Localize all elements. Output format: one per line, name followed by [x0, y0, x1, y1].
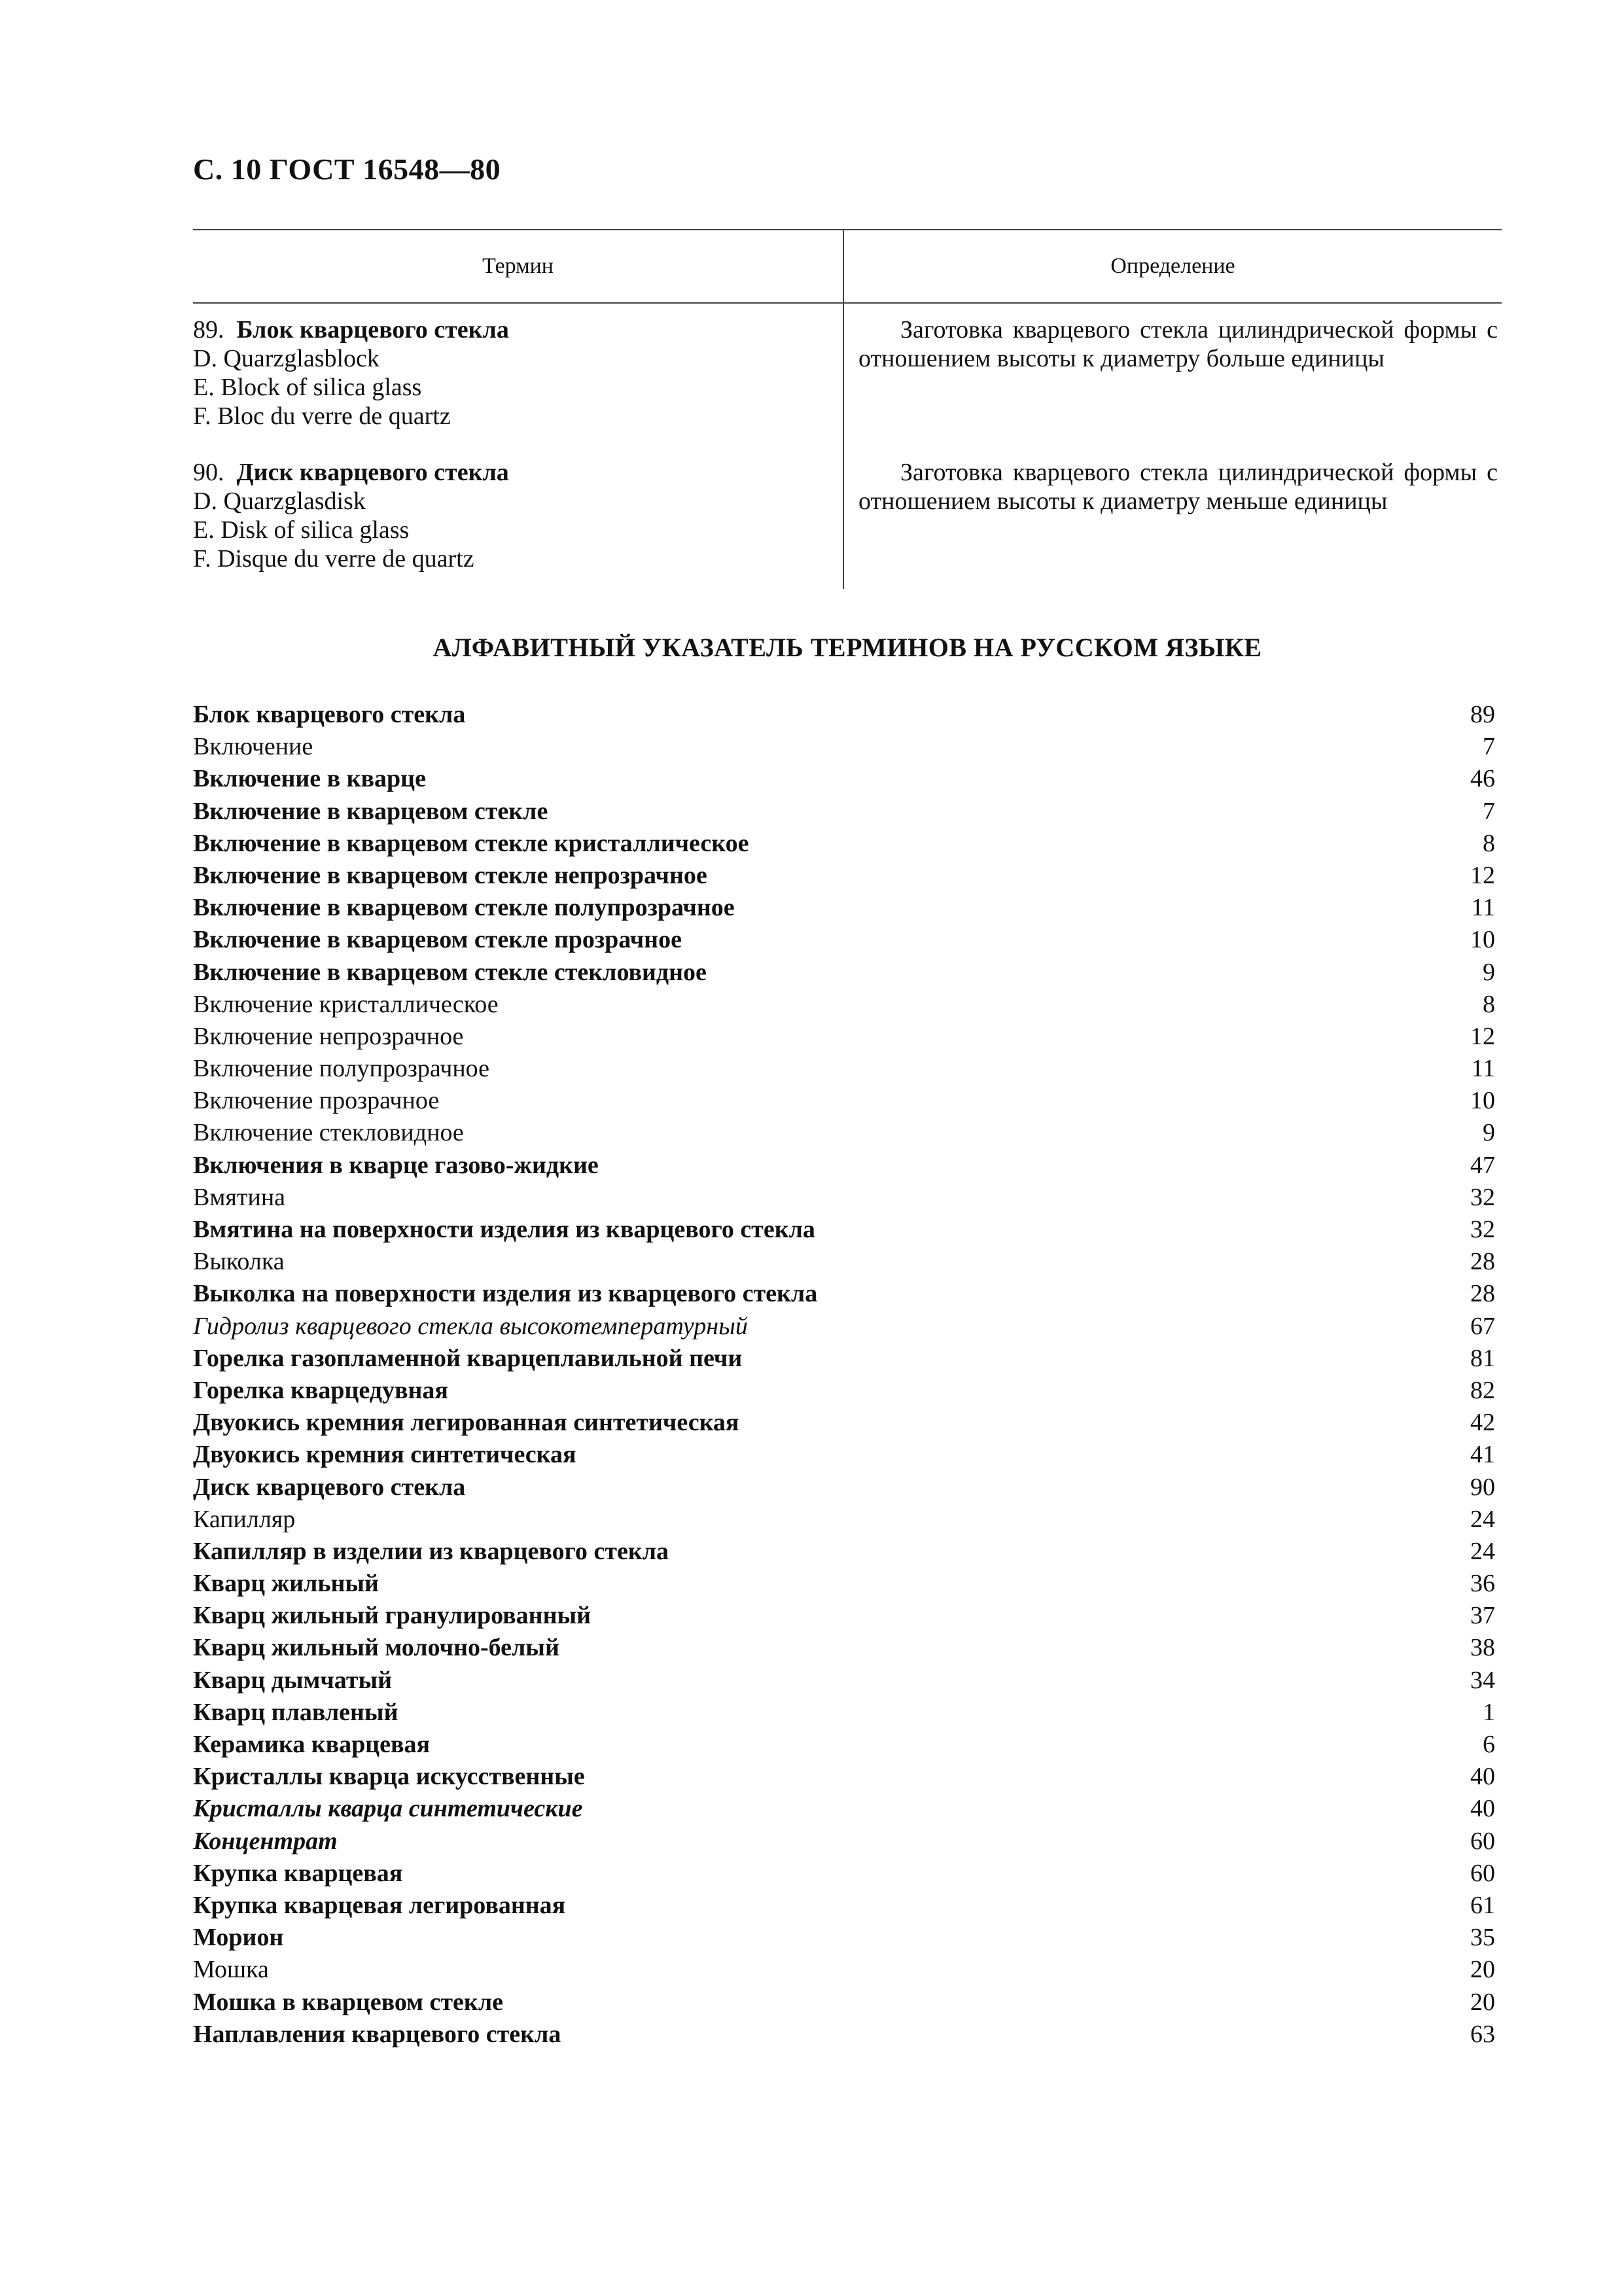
- index-term: Выколка на поверхности изделия из кварцевого стекла: [193, 1280, 818, 1308]
- index-entry: [193, 1600, 1495, 1632]
- index-term-number: 28: [1470, 1280, 1495, 1308]
- index-term-number: 9: [1483, 1119, 1495, 1147]
- index-term: Наплавления кварцевого стекла: [193, 2020, 561, 2048]
- index-term-number: 9: [1483, 958, 1495, 986]
- table-row: [193, 446, 1502, 589]
- term-cell: [193, 446, 844, 589]
- index-term: Включение в кварцевом стекле: [193, 797, 548, 825]
- index-term: Включение в кварцевом стекле кристаллическое: [193, 829, 749, 857]
- index-entry: [193, 1343, 1495, 1375]
- index-entry: [193, 1793, 1495, 1825]
- index-term: Выколка: [193, 1248, 285, 1276]
- index-term-number: 38: [1470, 1634, 1495, 1662]
- index-term-number: 60: [1470, 1859, 1495, 1887]
- index-term-number: 37: [1470, 1602, 1495, 1630]
- index-entry: [193, 957, 1495, 989]
- index-entry: [193, 1085, 1495, 1117]
- index-entry: [193, 1954, 1495, 1986]
- index-term: Капилляр: [193, 1505, 296, 1533]
- index-entry: [193, 1761, 1495, 1793]
- index-entry: [193, 989, 1495, 1021]
- index-term-number: 63: [1470, 2020, 1495, 2048]
- table-header: [193, 229, 1502, 304]
- index-term-number: 41: [1470, 1441, 1495, 1469]
- index-term: Включение в кварцевом стекле полупрозрачное: [193, 894, 735, 922]
- index-term: Кварц жильный молочно-белый: [193, 1634, 559, 1662]
- index-term: Включение в кварце: [193, 765, 426, 793]
- index-term-number: 40: [1470, 1763, 1495, 1791]
- index-entry: [193, 860, 1495, 892]
- index-term-number: 10: [1470, 926, 1495, 954]
- index-entry: [193, 1407, 1495, 1439]
- index-entry: [193, 1021, 1495, 1053]
- index-entry: [193, 1504, 1495, 1536]
- term-number: 89.: [193, 316, 224, 344]
- index-entry: [193, 1729, 1495, 1761]
- alphabetical-index: [193, 699, 1495, 2051]
- term-number: 90.: [193, 459, 224, 486]
- index-entry: [193, 1826, 1495, 1858]
- index-entry: [193, 1922, 1495, 1954]
- index-entry: [193, 1053, 1495, 1085]
- index-entry: [193, 892, 1495, 924]
- index-term-number: 60: [1470, 1827, 1495, 1855]
- index-entry: [193, 1568, 1495, 1600]
- index-entry: [193, 1311, 1495, 1343]
- index-entry: [193, 1439, 1495, 1471]
- index-entry: [193, 1278, 1495, 1310]
- index-term: Включение стекловидное: [193, 1119, 464, 1147]
- index-entry: [193, 1858, 1495, 1890]
- index-term: Морион: [193, 1924, 284, 1952]
- index-entry: [193, 1536, 1495, 1568]
- index-entry: [193, 1665, 1495, 1697]
- index-entry: [193, 699, 1495, 731]
- definition-text: Заготовка кварцевого стекла цилиндрической формы с отношением высоты к диаметру меньше единицы: [858, 459, 1498, 515]
- index-term-number: 32: [1470, 1216, 1495, 1243]
- index-entry: [193, 1246, 1495, 1278]
- index-entry: [193, 828, 1495, 860]
- index-term-number: 47: [1470, 1151, 1495, 1179]
- term-title: Диск кварцевого стекла: [236, 459, 509, 486]
- index-term-number: 12: [1470, 861, 1495, 889]
- index-entry: [193, 1472, 1495, 1504]
- index-term: Горелка кварцедувная: [193, 1376, 448, 1404]
- index-term-number: 24: [1470, 1505, 1495, 1533]
- index-term-number: 8: [1483, 829, 1495, 857]
- term-en: E. Disk of silica glass: [193, 516, 410, 544]
- index-term-number: 11: [1471, 1055, 1495, 1083]
- index-entry: [193, 1150, 1495, 1182]
- index-term-number: 7: [1483, 733, 1495, 761]
- index-term: Включение прозрачное: [193, 1087, 440, 1115]
- index-term-number: 28: [1470, 1248, 1495, 1276]
- term-en: E. Block of silica glass: [193, 374, 422, 401]
- index-term: Кварц жильный: [193, 1570, 379, 1598]
- index-term: Вмятина: [193, 1183, 286, 1211]
- index-term-number: 10: [1470, 1087, 1495, 1115]
- index-term: Вмятина на поверхности изделия из кварцевого стекла: [193, 1216, 815, 1243]
- table-row: [193, 304, 1502, 446]
- index-entry: [193, 796, 1495, 828]
- index-term: Диск кварцевого стекла: [193, 1473, 466, 1501]
- index-term-number: 11: [1471, 894, 1495, 922]
- index-term-number: 36: [1470, 1570, 1495, 1598]
- term-fr: F. Bloc du verre de quartz: [193, 402, 451, 430]
- index-term: Включение: [193, 733, 313, 761]
- index-entry: [193, 1890, 1495, 1922]
- index-entry: [193, 1697, 1495, 1729]
- index-term: Горелка газопламенной кварцеплавильной печи: [193, 1344, 743, 1372]
- index-term-number: 20: [1470, 1988, 1495, 2016]
- index-term-number: 89: [1470, 701, 1495, 728]
- index-term: Кристаллы кварца искусственные: [193, 1763, 585, 1791]
- index-term: Гидролиз кварцевого стекла высокотемпературный: [193, 1312, 748, 1340]
- index-title: АЛФАВИТНЫЙ УКАЗАТЕЛЬ ТЕРМИНОВ НА РУССКОМ ЯЗЫКЕ: [432, 633, 1262, 662]
- index-entry: [193, 1214, 1495, 1246]
- index-term-number: 12: [1470, 1022, 1495, 1050]
- term-fr: F. Disque du verre de quartz: [193, 545, 474, 573]
- index-entry: [193, 1987, 1495, 2019]
- index-term-number: 90: [1470, 1473, 1495, 1501]
- index-entry: [193, 1182, 1495, 1214]
- index-term-number: 7: [1483, 797, 1495, 825]
- index-term: Крупка кварцевая легированная: [193, 1891, 566, 1919]
- index-term-number: 6: [1483, 1731, 1495, 1758]
- term-main: [193, 458, 843, 487]
- term-title: Блок кварцевого стекла: [236, 316, 509, 344]
- index-term-number: 81: [1470, 1344, 1495, 1372]
- definition-cell: [844, 446, 1502, 589]
- index-entry: [193, 731, 1495, 763]
- index-term-number: 24: [1470, 1537, 1495, 1565]
- index-term: Включение в кварцевом стекле стекловидное: [193, 958, 707, 986]
- index-term: Включение непрозрачное: [193, 1022, 464, 1050]
- index-term: Включение полупрозрачное: [193, 1055, 489, 1083]
- page-header: С. 10 ГОСТ 16548—80: [193, 152, 501, 186]
- column-header-term: Термин: [193, 230, 844, 302]
- index-term-number: 61: [1470, 1891, 1495, 1919]
- index-term-number: 32: [1470, 1183, 1495, 1211]
- term-de: D. Quarzglasblock: [193, 345, 380, 372]
- terms-table: [193, 229, 1502, 589]
- term-de: D. Quarzglasdisk: [193, 487, 366, 515]
- index-entry: [193, 1375, 1495, 1407]
- index-term: Включение в кварцевом стекле непрозрачное: [193, 861, 707, 889]
- index-term: Кварц жильный гранулированный: [193, 1602, 591, 1630]
- definition-text: Заготовка кварцевого стекла цилиндрической формы с отношением высоты к диаметру больше единицы: [858, 316, 1498, 372]
- index-term-number: 20: [1470, 1956, 1495, 1984]
- index-term-number: 40: [1470, 1795, 1495, 1823]
- index-term: Кристаллы кварца синтетические: [193, 1795, 583, 1823]
- index-term-number: 46: [1470, 765, 1495, 793]
- index-term: Двуокись кремния синтетическая: [193, 1441, 576, 1469]
- index-term: Включения в кварце газово-жидкие: [193, 1151, 599, 1179]
- index-term-number: 42: [1470, 1409, 1495, 1437]
- index-term: Блок кварцевого стекла: [193, 701, 466, 728]
- index-term: Мошка в кварцевом стекле: [193, 1988, 503, 2016]
- index-term: Двуокись кремния легированная синтетическая: [193, 1409, 739, 1437]
- index-entry: [193, 2019, 1495, 2051]
- index-entry: [193, 1117, 1495, 1149]
- index-term: Включение в кварцевом стекле прозрачное: [193, 926, 682, 954]
- index-term: Кварц дымчатый: [193, 1666, 393, 1694]
- index-term-number: 1: [1483, 1698, 1495, 1726]
- index-term: Кварц плавленый: [193, 1698, 398, 1726]
- index-entry: [193, 763, 1495, 795]
- index-term: Крупка кварцевая: [193, 1859, 403, 1887]
- index-term: Керамика кварцевая: [193, 1731, 431, 1758]
- definition-cell: [844, 304, 1502, 446]
- index-term-number: 82: [1470, 1376, 1495, 1404]
- index-term: Включение кристаллическое: [193, 990, 499, 1018]
- index-term-number: 67: [1470, 1312, 1495, 1340]
- index-term-number: 34: [1470, 1666, 1495, 1694]
- index-entry: [193, 1632, 1495, 1664]
- index-entry: [193, 924, 1495, 956]
- column-header-definition: Определение: [1110, 254, 1235, 278]
- term-main: [193, 315, 843, 344]
- index-term-number: 35: [1470, 1924, 1495, 1952]
- term-cell: [193, 304, 844, 446]
- index-term: Концентрат: [193, 1827, 338, 1855]
- index-term: Мошка: [193, 1956, 269, 1984]
- index-term-number: 8: [1483, 990, 1495, 1018]
- index-term: Капилляр в изделии из кварцевого стекла: [193, 1537, 669, 1565]
